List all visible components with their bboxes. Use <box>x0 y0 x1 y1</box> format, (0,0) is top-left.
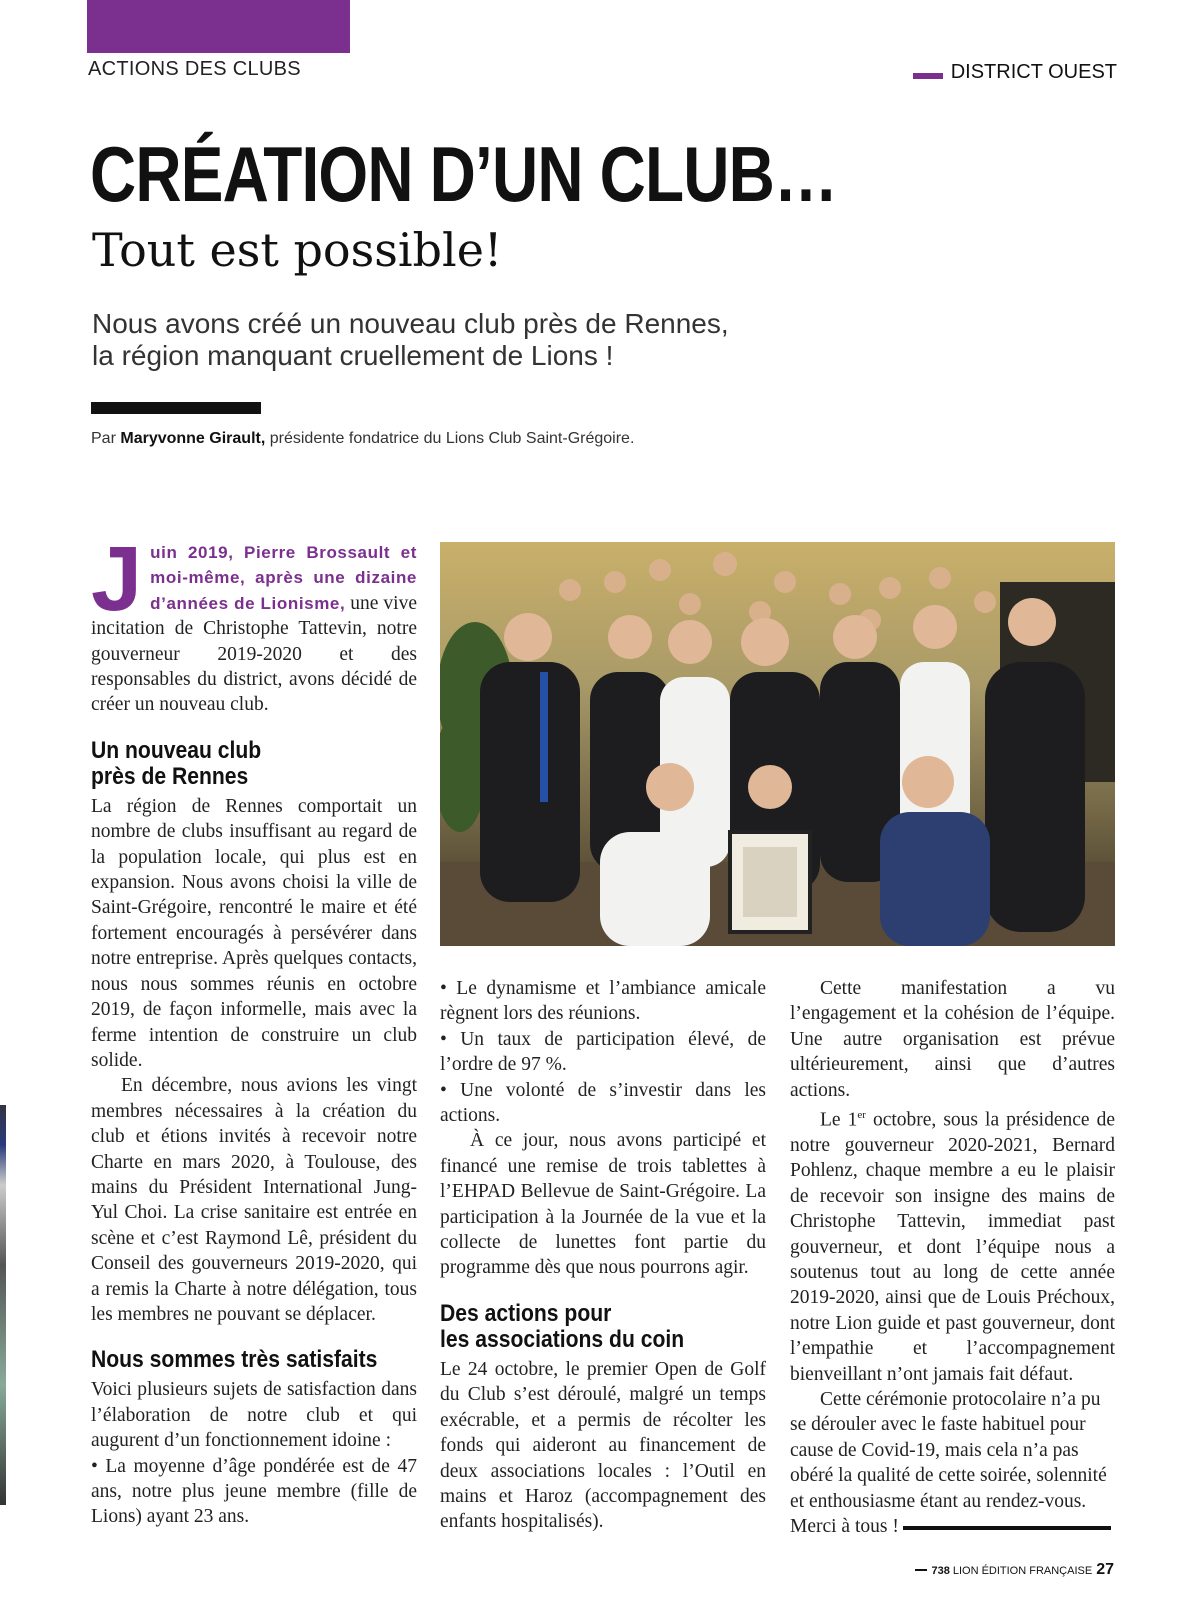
paragraph-4: À ce jour, nous avons participé et financé une remise de trois tablettes à l’EHPAD Bellevue de Saint-Grégoire. La participation à la Journée de la vue et la collecte de lunettes font partie du programme dès que nous pourrons agir. <box>440 1130 766 1279</box>
heading-new-club-line-2: près de Rennes <box>91 762 249 790</box>
paragraph-6: Cette manifestation a vu l’engagement et la cohésion de l’équipe. Une autre organisation est prévue ultérieurement, ainsi que d’autres actions. <box>790 978 1115 1101</box>
footer-magazine: LION ÉDITION FRANÇAISE <box>952 1565 1093 1577</box>
heading-new-club <box>91 738 421 790</box>
heading-new-club-line-1: Un nouveau club <box>91 736 262 764</box>
intro-paragraph <box>91 528 417 718</box>
paragraph-3: Voici plusieurs sujets de satisfaction dans l’élaboration de notre club et qui augurent d’un fonctionnement idoine : <box>91 1379 417 1452</box>
district-text: DISTRICT OUEST <box>950 61 1117 83</box>
paragraph-8 <box>790 1387 1115 1539</box>
drop-cap: J <box>91 528 143 630</box>
page-footer <box>915 1561 1114 1579</box>
footer-issue: 738 <box>931 1565 950 1577</box>
article-title: CRÉATION D’UN CLUB… <box>90 130 838 218</box>
group-photo-illustration <box>440 542 1115 946</box>
bullet-3: • Un taux de participation élevé, de l’ordre de 97 %. <box>440 1028 766 1076</box>
paragraph-7-start: Le 1 <box>820 1109 858 1131</box>
page-number: 27 <box>1096 1561 1114 1578</box>
paragraph-7-sup: er <box>857 1109 866 1122</box>
lead-line-1: Nous avons créé un nouveau club près de Rennes, <box>92 308 729 339</box>
section-color-tab <box>87 0 350 53</box>
group-photo <box>440 542 1115 946</box>
paragraph-2: En décembre, nous avions les vingt membres nécessaires à la création du club et étions invités à recevoir notre Charte en mars 2020, à Toulouse, des mains du Président International Jung-Yul Choi. La crise sanitaire est entrée en scène et c’est Raymond Lê, président du Conseil des gouverneurs 2019-2020, qui a remis la Charte à notre délégation, tous les membres ne pouvant se déplacer. <box>91 1075 417 1325</box>
bullet-2: • Le dynamisme et l’ambiance amicale règnent lors des réunions. <box>440 978 766 1025</box>
byline-author: Maryvonne Girault, <box>120 430 266 447</box>
bullet-4: • Une volonté de s’investir dans les actions. <box>440 1079 766 1127</box>
section-label: ACTIONS DES CLUBS <box>88 58 301 80</box>
article-lead <box>92 308 792 372</box>
paragraph-5: Le 24 octobre, le premier Open de Golf du Club s’est déroulé, malgré un temps exécrable, et a permis de récolter les fonds qui aideront au financement de deux associations locales : l’Outil en mains et Haroz (accompagnement des enfants hospitalisés). <box>440 1358 766 1533</box>
byline-role: présidente fondatrice du Lions Club Saint-Grégoire. <box>269 430 635 447</box>
bullet-1: • La moyenne d’âge pondérée est de 47 ans, notre plus jeune membre (fille de Lions) ayant 23 ans. <box>91 1455 417 1528</box>
paragraph-1: La région de Rennes comportait un nombre de clubs insuffisant au regard de la population locale, qui plus est en expansion. Nous avons choisi la ville de Saint-Grégoire, rencontré le maire et été fortement encouragés à persévérer dans notre entreprise. Après quelques contacts, nous nous sommes réunis en octobre 2019, de façon informelle, mais avec la ferme intention de construire un club solide. <box>91 795 417 1071</box>
end-of-article-rule <box>903 1526 1111 1530</box>
article-subtitle: Tout est possible! <box>92 223 503 277</box>
heading-satisfaits: Nous sommes très satisfaits <box>91 1346 378 1374</box>
lead-line-2: la région manquant cruellement de Lions ! <box>92 340 614 371</box>
byline-prefix: Par <box>91 430 116 447</box>
column-2 <box>440 976 766 1535</box>
paragraph-7 <box>790 1103 1115 1387</box>
title-rule <box>91 402 261 414</box>
heading-actions <box>440 1301 770 1353</box>
intro-rest: une vive incitation de Christophe Tattevin, notre gouverneur 2019-2020 et des responsables du district, avons décidé de créer un nouveau club. <box>91 592 417 716</box>
intro-bold: uin 2019, Pierre Brossault et moi-même, après une dizaine d’années de Lionisme, <box>150 543 417 613</box>
adjacent-page-edge <box>0 1105 6 1505</box>
footer-dash <box>915 1569 927 1571</box>
paragraph-8-text: Cette cérémonie protocolaire n’a pu se dérouler avec le faste habituel pour cause de Covid-19, mais cela n’a pas obéré la qualité de cette soirée, solennité et enthousiasme étant au rendez-vous. Merci à tous ! <box>790 1389 1107 1538</box>
district-label <box>913 61 1117 84</box>
district-marker <box>913 73 943 79</box>
column-1 <box>91 528 417 1530</box>
heading-actions-line-1: Des actions pour <box>440 1299 612 1327</box>
byline <box>91 430 634 448</box>
column-3 <box>790 976 1115 1539</box>
heading-actions-line-2: les associations du coin <box>440 1325 685 1353</box>
paragraph-7-rest: octobre, sous la présidence de notre gouverneur 2020-2021, Bernard Pohlenz, chaque membre a eu le plaisir de recevoir son insigne des mains de Christophe Tattevin, immediat past gouverneur, et dont l’équipe nous a soutenus tout au long de cette année 2019-2020, ainsi que de Louis Préchoux, notre Lion guide et past gouverneur, dont l’empathie et l’accompagnement bienveillant n’ont jamais fait défaut. <box>790 1109 1115 1385</box>
